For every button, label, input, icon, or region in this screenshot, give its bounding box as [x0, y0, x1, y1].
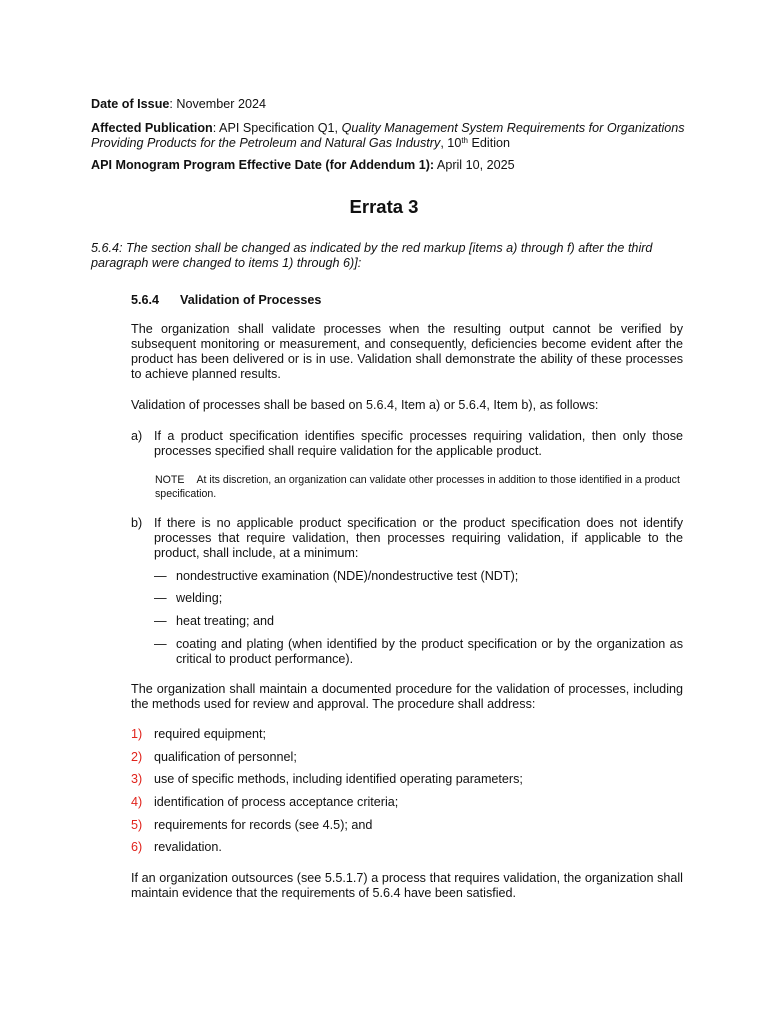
note: [155, 473, 683, 501]
publication-edition-word: Edition: [468, 136, 511, 150]
list-item-b: [131, 516, 683, 561]
numbered-item-text: required equipment;: [154, 727, 267, 741]
dash-symbol: —: [154, 614, 167, 628]
dash-item: [154, 637, 683, 667]
numbered-item-text: identification of process acceptance criteria;: [154, 795, 399, 809]
date-value: : November 2024: [169, 97, 266, 111]
numbered-item-text: requirements for records (see 4.5); and: [154, 818, 373, 832]
list-item-a-label: a): [131, 429, 143, 443]
numbered-item-text: qualification of personnel;: [154, 750, 297, 764]
note-label: NOTE: [155, 474, 185, 486]
numbered-item-number: 1): [131, 727, 143, 741]
numbered-item-number: 3): [131, 772, 143, 786]
numbered-item: [131, 818, 683, 833]
section-title: Validation of Processes: [180, 293, 322, 307]
numbered-item-text: use of specific methods, including identified operating parameters;: [154, 772, 523, 786]
numbered-item-number: 5): [131, 818, 143, 832]
dash-symbol: —: [154, 591, 167, 605]
paragraph-4: If an organization outsources (see 5.5.1.7) a process that requires validation, the organization shall maintain evidence that the requirements of 5.6.4 have been satisfied.: [131, 871, 683, 900]
date-label: Date of Issue: [91, 97, 170, 111]
effective-date: [91, 158, 691, 173]
paragraph-1: The organization shall validate processes when the resulting output cannot be verified by subsequent monitoring or measurement, and consequently, deficiencies become evident after the product has been delivered or is in use. Validation shall demonstrate the ability of these processes to achieve planned results.: [131, 322, 683, 381]
numbered-item: [131, 795, 683, 810]
publication-label: Affected Publication: [91, 121, 213, 135]
dash-item: [154, 569, 683, 584]
page-title: Errata 3: [349, 196, 419, 217]
publication-prefix: : API Specification Q1,: [212, 121, 342, 135]
list-item-a: [131, 429, 683, 459]
numbered-item-number: 2): [131, 750, 143, 764]
numbered-item: [131, 772, 683, 787]
numbered-item: [131, 727, 683, 742]
dash-symbol: —: [154, 637, 167, 651]
publication-edition-num: , 10: [440, 136, 462, 150]
dash-item: [154, 614, 683, 629]
effective-value: April 10, 2025: [434, 158, 515, 172]
dash-item-text: coating and plating (when identified by the product specification or by the organization as critical to product performance).: [176, 637, 683, 666]
note-text: At its discretion, an organization can validate other processes in addition to those identified in a product specification.: [155, 474, 680, 500]
errata-intro: 5.6.4: The section shall be changed as indicated by the red markup [items a) through f) after the third paragraph were changed to items 1) through 6)]:: [91, 241, 653, 270]
dash-item-text: welding;: [176, 591, 223, 605]
list-item-b-label: b): [131, 516, 143, 530]
numbered-item-number: 6): [131, 840, 143, 854]
numbered-item: [131, 840, 683, 855]
list-item-a-text: If a product specification identifies specific processes requiring validation, then only those processes specified shall require validation for the applicable product.: [154, 429, 683, 458]
numbered-item: [131, 750, 683, 765]
publication-title: Quality Management System Requirements for Organizations Providing Products for the Petroleum and Natural Gas Industry: [91, 121, 685, 150]
publication-edition-sup: th: [461, 136, 468, 145]
dash-item-text: nondestructive examination (NDE)/nondestructive test (NDT);: [176, 569, 519, 583]
numbered-item-number: 4): [131, 795, 143, 809]
paragraph-3: The organization shall maintain a documented procedure for the validation of processes, including the methods used for review and approval. The procedure shall address:: [131, 682, 683, 711]
effective-label: API Monogram Program Effective Date (for Addendum 1):: [91, 158, 435, 172]
paragraph-2: Validation of processes shall be based on 5.6.4, Item a) or 5.6.4, Item b), as follows:: [131, 398, 599, 412]
section-heading: [131, 293, 683, 308]
section-number: 5.6.4: [131, 293, 160, 307]
dash-item: [154, 591, 683, 606]
dash-item-text: heat treating; and: [176, 614, 275, 628]
dash-symbol: —: [154, 569, 167, 583]
list-item-b-text: If there is no applicable product specification or the product specification does not identify processes that require validation, then processes requiring validation, if applicable to the product, shall include, at a minimum:: [154, 516, 683, 560]
affected-publication: [91, 121, 691, 151]
date-of-issue: [91, 97, 691, 112]
numbered-item-text: revalidation.: [154, 840, 222, 854]
